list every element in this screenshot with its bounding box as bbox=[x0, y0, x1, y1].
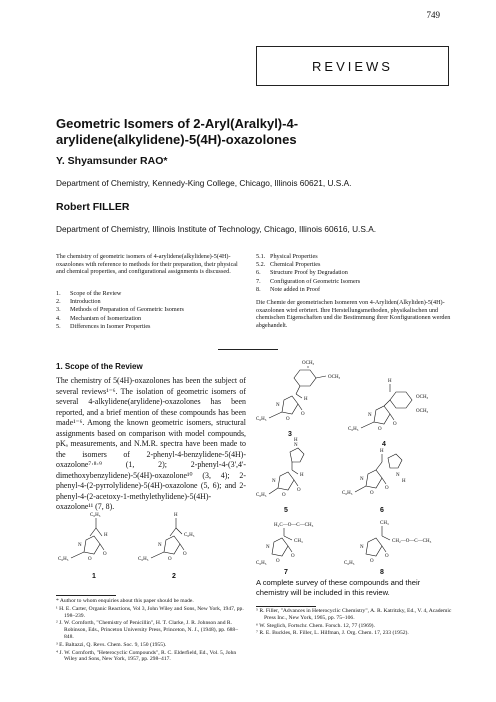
structure-3 bbox=[256, 361, 341, 438]
svg-text:8: 8 bbox=[380, 569, 384, 576]
toc-item: 5. Differences in Isomer Properties bbox=[56, 322, 151, 330]
author-1: Y. Shyamsunder RAO* bbox=[56, 155, 168, 167]
structures-3-8 bbox=[256, 356, 452, 576]
toc-item: 2. Introduction bbox=[56, 298, 101, 306]
footnote: ⁴ J. W. Cornforth, "Heterocyclic Compounds", R. C. Elderfield, Ed., Vol. 5, John Wiley and Sons, New York, 1957, pp. 298–417. bbox=[56, 649, 237, 663]
toc-item: 7. Configuration of Geometric Isomers bbox=[256, 277, 361, 285]
svg-text:O: O bbox=[370, 491, 374, 496]
svg-text:O: O bbox=[88, 557, 92, 562]
svg-text:O: O bbox=[291, 554, 295, 559]
structure-1 bbox=[58, 513, 108, 580]
structure-5 bbox=[256, 438, 304, 514]
footnote: * Author to whom enquiries about this paper should be made. bbox=[56, 598, 194, 604]
footnotes-right bbox=[256, 608, 452, 638]
svg-text:N: N bbox=[360, 477, 364, 482]
svg-text:C₆H₅: C₆H₅ bbox=[256, 561, 267, 566]
svg-text:H: H bbox=[304, 397, 308, 402]
svg-text:O: O bbox=[385, 554, 389, 559]
summary-text: A complete survey of these compounds and their chemistry will be included in this review. bbox=[256, 578, 421, 597]
svg-text:O: O bbox=[393, 422, 397, 427]
svg-text:C₆H₅: C₆H₅ bbox=[184, 533, 195, 538]
author-2: Robert FILLER bbox=[56, 201, 130, 213]
structure-7 bbox=[256, 523, 314, 576]
svg-text:N: N bbox=[294, 443, 298, 448]
svg-text:C₆H₅: C₆H₅ bbox=[90, 513, 101, 518]
svg-text:H: H bbox=[300, 473, 304, 478]
footnote: ⁶ W. Steglich, Fortschr. Chem. Forsch. 12, 77 (1969). bbox=[256, 622, 375, 629]
svg-text:H: H bbox=[174, 513, 178, 518]
footnote-rule-right bbox=[256, 606, 316, 607]
footnote-rule bbox=[56, 595, 116, 596]
svg-text:N: N bbox=[158, 543, 162, 548]
footnote: ¹ H. E. Carter, Organic Reactions, Vol 3, John Wiley and Sons, New York, 1947, pp. 198–239. bbox=[56, 605, 244, 619]
german-abstract: Die Chemie der geometrischen Isomeren von 4-Aryliden(Alkyliden)-5(4H)-oxazolonen wird erörtert. Ihre Herstellungsmethoden, physikalischen und chemischen Eigenschaften und die Bestimmung ihrer Konfigurationen werden abgehandelt. bbox=[256, 299, 451, 329]
abstract: The chemistry of geometric isomers of 4-arylidene(alkylidene)-5(4H)-oxazolones with reference to methods for their preparation, their physical and chemical properties, and configurational assignments is discussed. bbox=[56, 253, 238, 276]
svg-text:O: O bbox=[282, 493, 286, 498]
body-text: The chemistry of 5(4H)-oxazolones has been the subject of several reviews¹⁻⁶. The isolation of geometric isomers of several 4-alkylidene(arylidene)-oxazolones has been reported, and a brief mention of these compounds has been made¹⁻⁶. Among the known geometric isomers, structural assignments based on comparison with model compounds, pKₐ measurements, and N.M.R. spectra have been made to the isomers of 2-phenyl-4-benzylidene-5(4H)-oxazolone⁷·⁸·⁹ (1, 2); 2-phenyl-4-(3',4'-dimethoxybenzylidene)-5(4H)-oxazolone¹⁰ (3, 4); 2-phenyl-4-(2-pyrrolylidene)-5(4H)-oxazolone (5, 6); and 2-phenyl-4-(2-acetoxy-1-methylethylidene)-5(4H)-oxazolone¹¹ (7, 8). bbox=[56, 376, 246, 511]
structure-2 bbox=[138, 513, 195, 580]
svg-text:H: H bbox=[402, 479, 406, 484]
svg-text:N: N bbox=[360, 545, 364, 550]
footnotes-left bbox=[56, 598, 246, 664]
toc-item: 6. Structure Proof by Degradation bbox=[256, 269, 348, 277]
svg-text:O: O bbox=[378, 427, 382, 432]
svg-text:N: N bbox=[272, 479, 276, 484]
author-2-affiliation: Department of Chemistry, Illinois Institute of Technology, Chicago, Illinois 60616, U.S.A. bbox=[56, 224, 377, 234]
section-heading: 1. Scope of the Review bbox=[56, 362, 143, 371]
section-divider bbox=[218, 349, 278, 350]
svg-text:6: 6 bbox=[380, 507, 384, 514]
svg-text:H: H bbox=[104, 533, 108, 538]
svg-text:5: 5 bbox=[284, 507, 288, 514]
svg-text:N: N bbox=[266, 545, 270, 550]
section-label-box: REVIEWS bbox=[256, 46, 449, 86]
svg-text:O: O bbox=[168, 557, 172, 562]
svg-text:C₆H₅: C₆H₅ bbox=[344, 561, 355, 566]
toc-right bbox=[256, 253, 452, 294]
author-1-affiliation: Department of Chemistry, Kennedy-King College, Chicago, Illinois 60621, U.S.A. bbox=[56, 178, 352, 188]
toc-item: 8. Note added in Proof bbox=[256, 285, 321, 293]
toc-item: 5.2. Chemical Properties bbox=[256, 261, 321, 269]
svg-text:O: O bbox=[103, 552, 107, 557]
svg-text:H₂C—O—C—CH₃: H₂C—O—C—CH₃ bbox=[274, 523, 314, 528]
svg-text:O: O bbox=[276, 559, 280, 564]
svg-text:O: O bbox=[286, 417, 290, 422]
svg-text:1: 1 bbox=[92, 573, 96, 580]
svg-text:N: N bbox=[368, 413, 372, 418]
svg-text:O: O bbox=[301, 412, 305, 417]
svg-text:C₆H₅: C₆H₅ bbox=[342, 491, 353, 496]
svg-text:OCH₃: OCH₃ bbox=[328, 375, 341, 380]
svg-text:C₆H₅: C₆H₅ bbox=[58, 557, 69, 562]
svg-text:N: N bbox=[276, 403, 280, 408]
svg-text:CH₃: CH₃ bbox=[294, 539, 303, 544]
svg-text:OCH₃: OCH₃ bbox=[416, 395, 429, 400]
toc-left bbox=[56, 290, 246, 331]
svg-text:C₆H₅: C₆H₅ bbox=[348, 427, 359, 432]
footnote: ⁵ R. Filler, "Advances in Heterocyclic Chemistry", A. R. Katritzky, Ed., V. 4, Academic Press Inc., New York, 1965, pp. 75–106. bbox=[256, 608, 452, 621]
structures-1-2 bbox=[56, 508, 246, 586]
svg-text:2: 2 bbox=[172, 573, 176, 580]
structure-8 bbox=[344, 521, 432, 576]
svg-text:N: N bbox=[396, 473, 400, 478]
article-title: Geometric Isomers of 2-Aryl(Aralkyl)-4-arylidene(alkylidene)-5(4H)-oxazolones bbox=[56, 116, 299, 147]
footnote: ³ E. Baltazzi, Q. Revs. Chem. Soc. 9, 150 (1955). bbox=[56, 641, 167, 648]
svg-text:C₆H₅: C₆H₅ bbox=[256, 417, 267, 422]
footnote: ⁷ R. E. Buckles, R. Filler, L. Hilfman, J. Org. Chem. 17, 233 (1952). bbox=[256, 630, 409, 637]
svg-text:O: O bbox=[183, 552, 187, 557]
svg-text:N: N bbox=[78, 543, 82, 548]
toc-item: 4. Mechanism of Isomerization bbox=[56, 314, 142, 322]
toc-item: 1. Scope of the Review bbox=[56, 290, 122, 297]
structure-6 bbox=[342, 449, 406, 514]
svg-text:H: H bbox=[388, 379, 392, 384]
page-number: 749 bbox=[426, 10, 440, 20]
svg-text:H: H bbox=[294, 438, 298, 443]
toc-item: 3. Methods of Preparation of Geometric Isomers bbox=[56, 306, 184, 314]
svg-text:4: 4 bbox=[382, 441, 386, 448]
svg-text:H: H bbox=[380, 449, 384, 454]
footnote: ² J. W. Cornforth, "Chemistry of Penicillin", H. T. Clarke, J. R. Johnson and R. Robinson, Eds., Princeton University Press, Princeton, N. J., (1948), pp. 688–848. bbox=[56, 620, 239, 640]
toc-item: 5.1. Physical Properties bbox=[256, 253, 318, 260]
svg-text:O: O bbox=[297, 488, 301, 493]
svg-text:CH₃: CH₃ bbox=[380, 521, 389, 526]
svg-text:CH₂—O—C—CH₃: CH₂—O—C—CH₃ bbox=[392, 539, 432, 544]
structure-4 bbox=[348, 379, 429, 448]
svg-text:7: 7 bbox=[284, 569, 288, 576]
svg-text:OCH₃: OCH₃ bbox=[302, 361, 315, 366]
svg-text:3: 3 bbox=[288, 431, 292, 438]
svg-text:O: O bbox=[370, 559, 374, 564]
svg-text:OCH₃: OCH₃ bbox=[416, 409, 429, 414]
svg-text:C₆H₅: C₆H₅ bbox=[138, 557, 149, 562]
svg-text:C₆H₅: C₆H₅ bbox=[256, 493, 267, 498]
svg-text:O: O bbox=[385, 486, 389, 491]
